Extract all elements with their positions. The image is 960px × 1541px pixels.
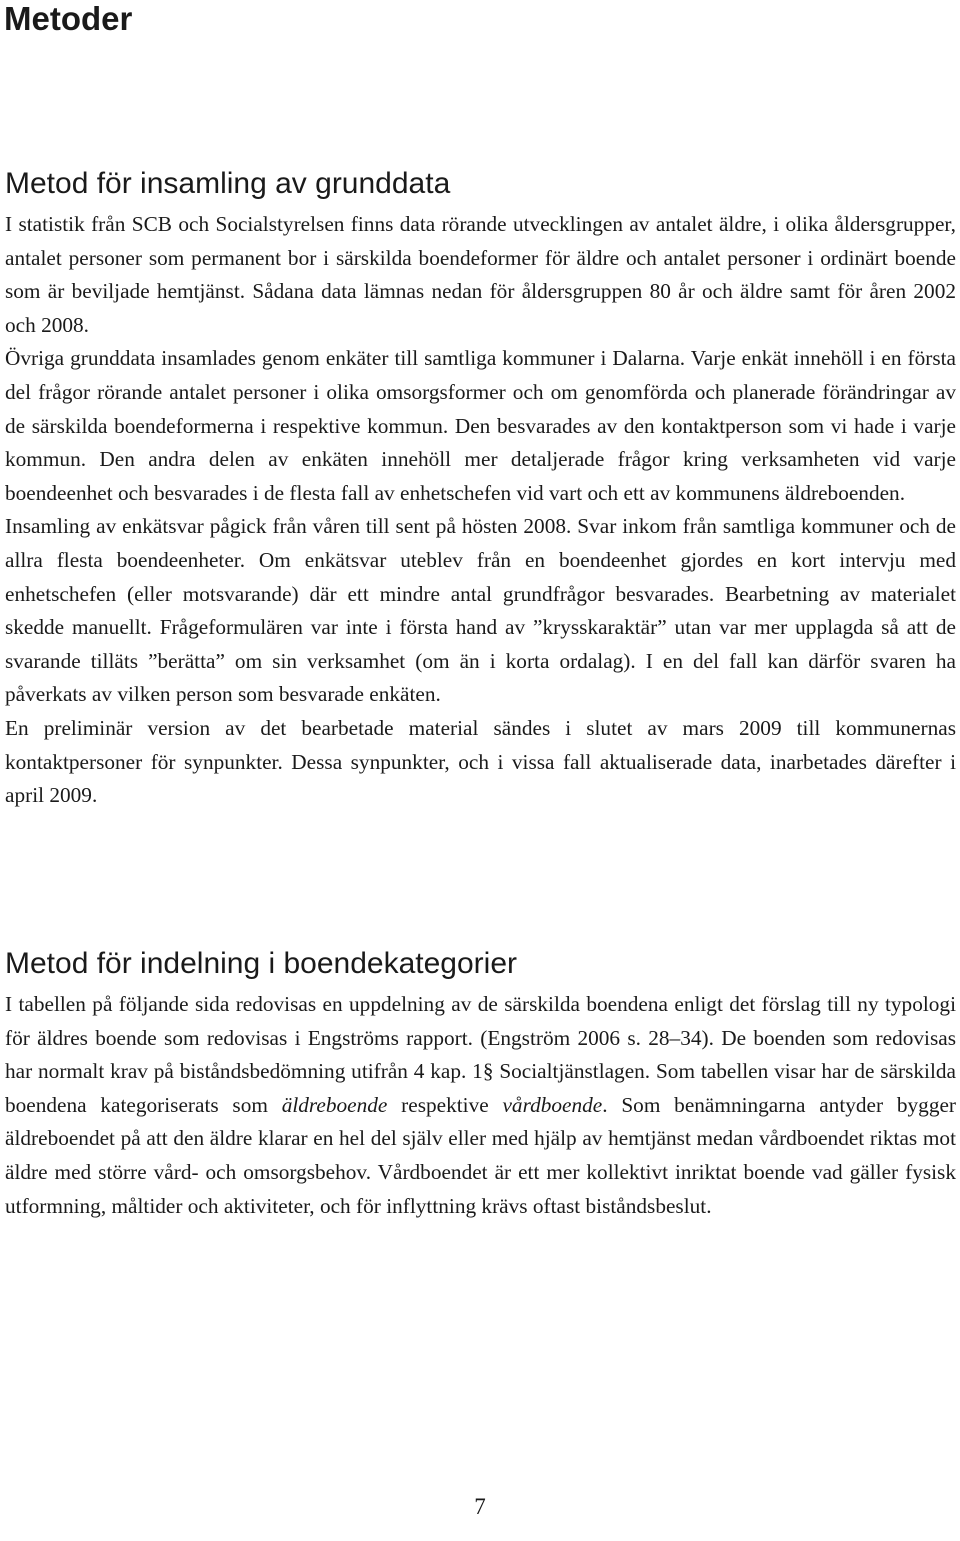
- section-housing-categories: [5, 946, 956, 1223]
- section-symbol: §: [482, 1059, 494, 1084]
- section-heading-data-collection: Metod för insamling av grunddata: [5, 167, 451, 200]
- text-run: I tabellen på följande sida redovisas en uppdelning av de särskilda boendena enligt det förslag till ny typologi för äldres boende som redovisas i Engströms rapport. (Engström 2006 s. 28–34). De boenden som redovisas har normalt krav på biståndsbedömning utifrån 4 kap. 1: [5, 992, 956, 1084]
- term-aldreboende: äldreboende: [281, 1092, 388, 1117]
- paragraph-surveys: Övriga grunddata insamlades genom enkäter till samtliga kommuner i Dalarna. Varje enkät innehöll i en första del frågor rörande antalet personer i olika omsorgsformer och om genomförda och planerade förändringar av de särskilda boendeformerna i respektive kommun. Den besvarades av den kontaktperson som vi hade i varje kommun. Den andra delen av enkäten innehöll mer detaljerade frågor kring verksamheten vid varje boendeenhet och besvarades i de flesta fall av enhetschefen vid vart och ett av kommunens äldreboenden.: [5, 346, 956, 505]
- paragraph-typology: [5, 988, 956, 1223]
- paragraph-preliminary-version: En preliminär version av det bearbetade material sändes i slutet av mars 2009 till kommunernas kontaktpersoner för synpunkter. Dessa synpunkter, och i vissa fall aktualiserade data, inarbetades därefter i april 2009.: [5, 715, 956, 808]
- paragraph-statistics: I statistik från SCB och Socialstyrelsen finns data rörande utvecklingen av antalet äldre, i olika åldersgrupper, antalet personer som permanent bor i särskilda boendeformer för äldre och antalet personer i ordinärt boende som är beviljade hemtjänst. Sådana data lämnas nedan för åldersgruppen 80 år och äldre samt för åren 2002 och 2008.: [5, 212, 956, 337]
- paragraph-collection-period: Insamling av enkätsvar pågick från våren till sent på hösten 2008. Svar inkom från samtliga kommuner och de allra flesta boendeenheter. Om enkätsvar uteblev från en boendeenhet gjordes en kort intervju med enhetschefen (eller motsvarande) där ett mindre antal grundfrågor besvarades. Bearbetning av materialet skedde manuellt. Frågeformulären var inte i första hand av ”krysskaraktär” utan var mer upplagda så att de svarande tilläts ”berätta” om sin verksamhet (om än i korta ordalag). I en del fall kan därför svaren ha påverkats av vilken person som besvarade enkäten.: [5, 514, 956, 707]
- text-run: . Som benämningarna antyder bygger äldreboendet på att den äldre klarar en hel del själv eller med hjälp av hemtjänst medan vårdboendet riktas mot äldre med större vård- och omsorgsbehov. Vårdboendet är ett mer kollektivt inriktat boende vad gäller fysisk utformning, måltider och aktiviteter, och för inflyttning krävs oftast biståndsbeslut.: [5, 1092, 957, 1218]
- term-vardboende: vårdboende: [502, 1092, 603, 1117]
- text-run: Socialtjänstlagen. Som tabellen visar har de särskilda boendena kategoriserats som: [5, 1059, 956, 1117]
- page-title: Metoder: [4, 0, 133, 37]
- page-number: 7: [474, 1494, 486, 1519]
- text-run: respektive: [387, 1092, 503, 1117]
- section-heading-housing-categories: Metod för indelning i boendekategorier: [5, 947, 518, 980]
- section-data-collection: [5, 166, 956, 813]
